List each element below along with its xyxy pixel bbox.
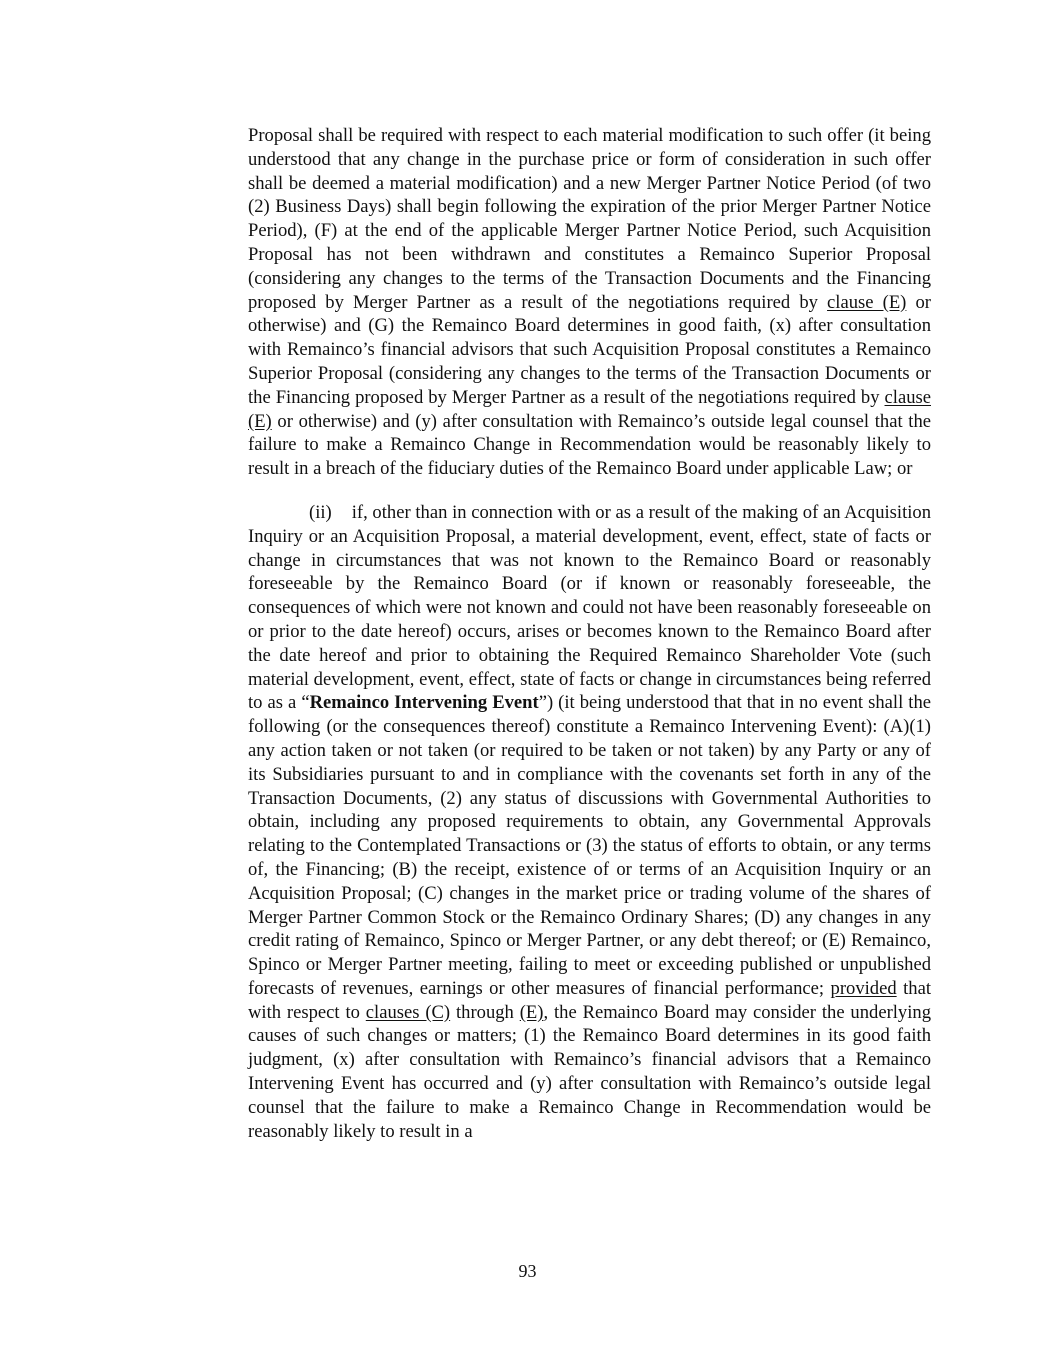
document-page <box>248 124 931 1143</box>
provided-term: provided <box>830 977 897 999</box>
paragraph-ii <box>248 501 931 1144</box>
text-run: if, other than in connection with or as a result of the making of an Acquisition Inquiry or an Acquisition Proposal, a material development, event, effect, state of facts or change in circumstances that was not known to the Remainco Board or reasonably foreseeable by the Remainco Board (or if known or reasonably foreseeable, the consequences of which were not known and could not have been reasonably foreseeable on or prior to the date hereof) occurs, arises or becomes known to the Remainco Board after the date hereof and prior to obtaining the Required Remainco Shareholder Vote (such material development, event, effect, state of facts or change in circumstances being referred to as a “ <box>248 501 931 714</box>
text-run: that with respect to <box>248 977 931 1023</box>
text-run: , the Remainco Board may consider the underlying causes of such changes or matters; (1) the Remainco Board determines in its good faith judgment, (x) after consultation with Remainco’s financial advisors that a Remainco Intervening Event has occurred and (y) after consultation with Remainco’s outside legal counsel that the failure to make a Remainco Change in Recommendation would be reasonably likely to result in a <box>248 1001 931 1142</box>
clause-e-reference: (E) <box>519 1001 544 1023</box>
defined-term: Remainco Intervening Event <box>309 692 539 714</box>
text-run: through <box>450 1001 520 1023</box>
text-run: or otherwise) and (G) the Remainco Board determines in good faith, (x) after consultation with Remainco’s financial advisors that such Acquisition Proposal constitutes a Remainco Superior Proposal (considering any changes to the terms of the Transaction Documents or the Financing proposed by Merger Partner as a result of the negotiations required by <box>248 291 931 408</box>
page-number: 93 <box>518 1261 537 1281</box>
text-run: ”) (it being understood that that in no event shall the following (or the consequences thereof) constitute a Remainco Intervening Event): (A)(1) any action taken or not taken (or required to be taken or not taken) by any Party or any of its Subsidiaries pursuant to and in compliance with the covenants set forth in any of the Transaction Documents, (2) any status of discussions with Governmental Authorities to obtain, including any proposed requirements to obtain, any Governmental Approvals relating to the Contemplated Transactions or (3) the status of efforts to obtain, or any terms of, the Financing; (B) the receipt, existence of or terms of an Acquisition Inquiry or an Acquisition Proposal; (C) changes in the market price or trading volume of the shares of Merger Partner Common Stock or the Remainco Ordinary Shares; (D) any changes in any credit rating of Remainco, Spinco or Merger Partner, or any debt thereof; or (E) Remainco, Spinco or Merger Partner meeting, failing to meet or exceeding published or unpublished forecasts of revenues, earnings or other measures of financial performance; <box>248 692 931 999</box>
text-run: Proposal shall be required with respect to each material modification to such offer (it being understood that any change in the purchase price or form of consideration in such offer shall be deemed a material modification) and a new Merger Partner Notice Period (of two (2) Business Days) shall begin following the expiration of the prior Merger Partner Notice Period), (F) at the end of the applicable Merger Partner Notice Period, such Acquisition Proposal has not been withdrawn and constitutes a Remainco Superior Proposal (considering any changes to the terms of the Transaction Documents and the Financing proposed by Merger Partner as a result of the negotiations required by <box>248 125 931 313</box>
clause-e-reference: clause (E) <box>827 291 907 313</box>
text-run: or otherwise) and (y) after consultation with Remainco’s outside legal counsel that the failure to make a Remainco Change in Recommendation would be reasonably likely to result in a breach of the fiduciary duties of the Remainco Board under applicable Law; or <box>248 410 931 480</box>
clause-e-reference: clause (E) <box>248 386 931 432</box>
paragraph-continuation <box>248 124 931 481</box>
clause-marker: (ii) <box>309 501 332 523</box>
clauses-c-reference: clauses (C) <box>365 1001 451 1023</box>
